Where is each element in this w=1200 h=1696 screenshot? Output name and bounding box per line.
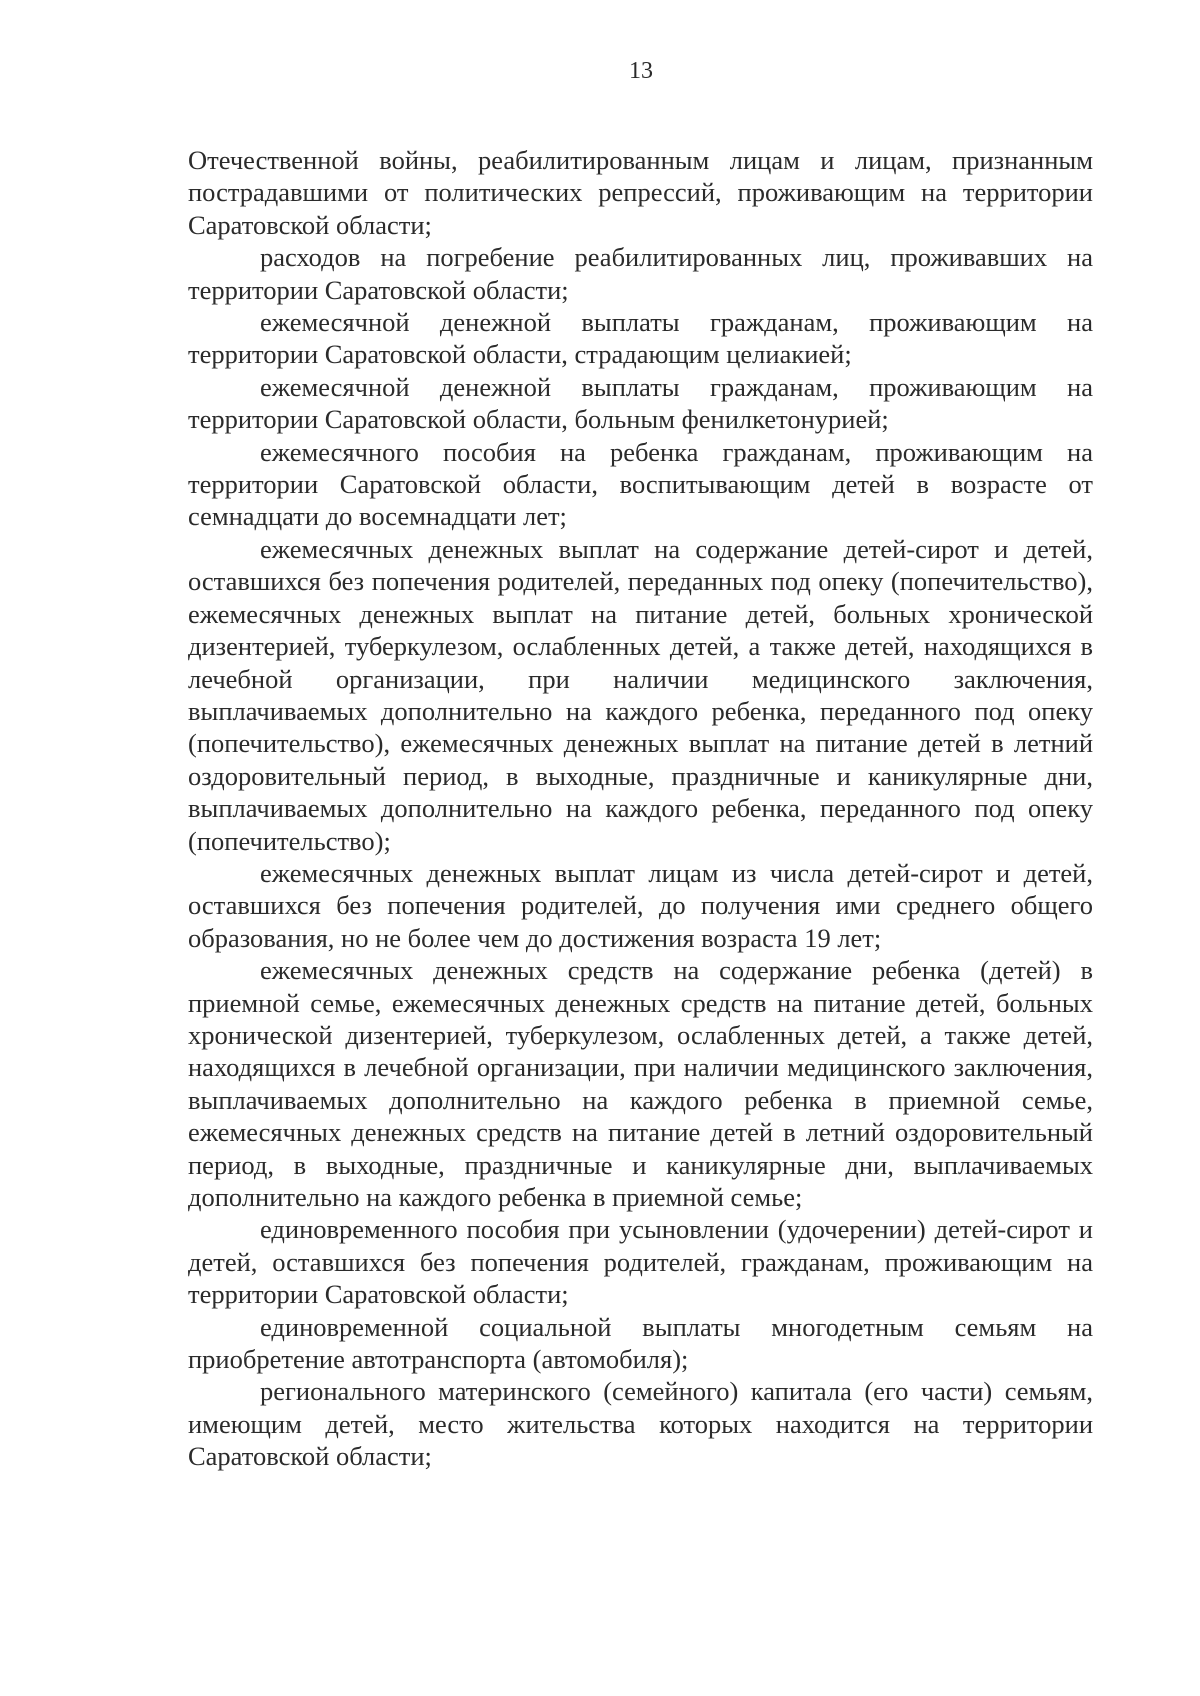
- paragraph: ежемесячной денежной выплаты гражданам, проживающим на территории Саратовской области, больным фенилкетонурией;: [188, 371, 1093, 435]
- paragraph: регионального материнского (семейного) капитала (его части) семьям, имеющим детей, место жительства которых находится на территории Саратовской области;: [188, 1376, 1093, 1472]
- paragraph: расходов на погребение реабилитированных лиц, проживавших на территории Саратовской области;: [188, 242, 1093, 305]
- page-number: 13: [629, 58, 653, 84]
- paragraph: ежемесячной денежной выплаты гражданам, проживающим на территории Саратовской области, страдающим целиакией;: [188, 307, 1093, 370]
- paragraph: ежемесячных денежных выплат лицам из числа детей-сирот и детей, оставшихся без попечения родителей, до получения ими среднего общего образования, но не более чем до достижения возраста 19 лет;: [188, 857, 1093, 953]
- paragraph: ежемесячного пособия на ребенка гражданам, проживающим на территории Саратовской области, воспитывающим детей в возрасте от семнадцати до восемнадцати лет;: [188, 436, 1093, 532]
- paragraph: ежемесячных денежных средств на содержание ребенка (детей) в приемной семье, ежемесячных денежных средств на питание детей, больных хронической дизентерией, туберкулезом, ослабленных детей, а также детей, находящихся в лечебной организации, при наличии медицинского заключения, выплачиваемых дополнительно на каждого ребенка в приемной семье, ежемесячных денежных средств на питание детей в летний оздоровительный период, в выходные, праздничные и каникулярные дни, выплачиваемых дополнительно на каждого ребенка в приемной семье;: [188, 955, 1093, 1212]
- paragraph: единовременного пособия при усыновлении (удочерении) детей-сирот и детей, оставшихся без попечения родителей, гражданам, проживающим на территории Саратовской области;: [188, 1214, 1093, 1310]
- paragraph: ежемесячных денежных выплат на содержание детей-сирот и детей, оставшихся без попечения родителей, переданных под опеку (попечительство), ежемесячных денежных выплат на питание детей, больных хронической дизентерией, туберкулезом, ослабленных детей, а также детей, находящихся в лечебной организации, при наличии медицинского заключения, выплачиваемых дополнительно на каждого ребенка, переданного под опеку (попечительство), ежемесячных денежных выплат на питание детей в летний оздоровительный период, в выходные, праздничные и каникулярные дни, выплачиваемых дополнительно на каждого ребенка, переданного под опеку (попечительство);: [188, 533, 1093, 856]
- paragraph: единовременной социальной выплаты многодетным семьям на приобретение автотранспорта (автомобиля);: [188, 1311, 1093, 1375]
- paragraph: Отечественной войны, реабилитированным лицам и лицам, признанным пострадавшими от политических репрессий, проживающим на территории Саратовской области;: [188, 145, 1093, 240]
- document-body: [188, 144, 1093, 1473]
